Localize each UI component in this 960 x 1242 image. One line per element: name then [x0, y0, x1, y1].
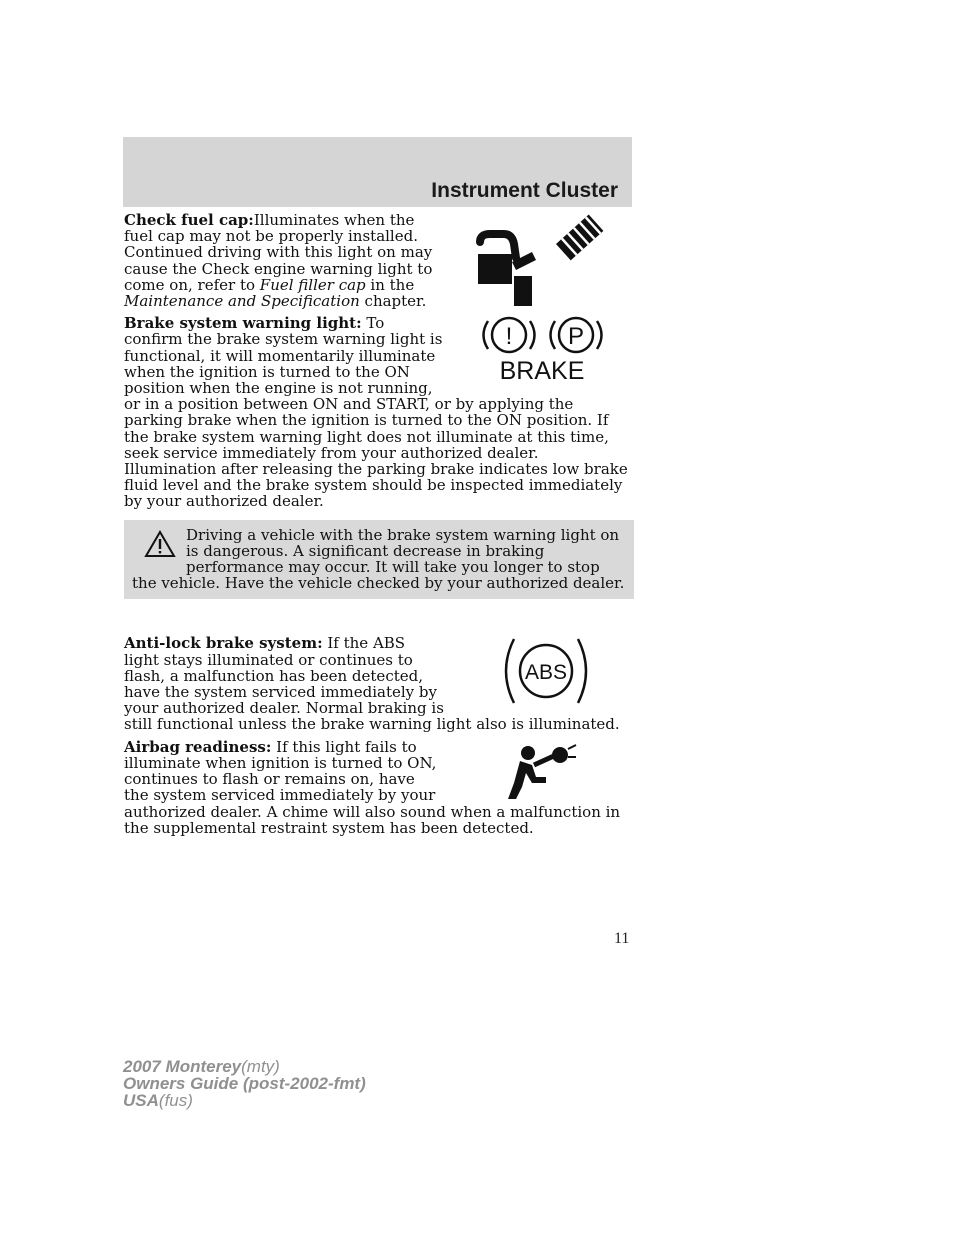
warning-box: [124, 520, 634, 600]
footer-model-code: (mty): [241, 1057, 280, 1076]
brake-icon-exclaim: !: [505, 323, 513, 351]
brake-heading: Brake system warning light:: [124, 314, 362, 333]
fuel-cap-text-1: Illuminates when the fuel cap may not be properly installed. Continued driving with this light on may cause the Check engine warning light to come on, refer to: [124, 211, 433, 294]
fuel-cap-text-3: chapter.: [359, 292, 427, 311]
fuel-cap-icon: [464, 214, 634, 314]
page-number: 11: [614, 930, 630, 947]
footer-market: USA: [123, 1091, 159, 1110]
fuel-cap-text-2: in the: [365, 275, 415, 294]
chapter-title: Instrument Cluster: [431, 179, 618, 202]
airbag-heading: Airbag readiness:: [124, 737, 272, 756]
abs-heading: Anti-lock brake system:: [124, 634, 323, 653]
footer-market-code: (fus): [158, 1091, 193, 1110]
fuel-filler-cap-ref: Fuel filler cap: [259, 275, 366, 294]
airbag-text: If this light fails to illuminate when ignition is turned to ON, continues to flash or remains on, have the system serviced immediately by your authorized dealer. A chime will also sound when a malfunction in the supplemental restraint system has been detected.: [124, 737, 621, 837]
brake-text: To confirm the brake system warning light is functional, it will momentarily illuminate when the ignition is turned to the ON position when the engine is not running, or in a position between ON and START, or by applying the parking brake when the ignition is turned to the ON position. If the brake system warning light does not illuminate at this time, seek service immediately from your authorized dealer. Illumination after releasing the parking brake indicates low brake fluid level and the brake system should be inspected immediately by your authorized dealer.: [124, 314, 628, 511]
page-content: [124, 212, 634, 842]
brake-icon-label: BRAKE: [499, 357, 585, 386]
brake-warning-icon: [464, 315, 634, 385]
brake-icon-p: P: [567, 323, 585, 351]
abs-text: If the ABS light stays illuminated or continues to flash, a malfunction has been detected, have the system serviced immediately by your authorized dealer. Normal braking is still functional unless the brake warning light also is illuminated.: [124, 634, 620, 734]
footer-model: 2007 Monterey: [123, 1057, 242, 1076]
airbag-occupant-icon: [464, 743, 634, 803]
maintenance-chapter-ref: Maintenance and Specification: [124, 292, 360, 311]
footer-guide: Owners Guide (post-2002-fmt): [123, 1074, 366, 1093]
warning-triangle-icon: [144, 530, 176, 558]
warning-text: Driving a vehicle with the brake system warning light on is dangerous. A significant decrease in braking performance may occur. It will take you longer to stop the vehicle. Have the vehicle checked by your authorized dealer.: [132, 525, 625, 593]
abs-icon-label: ABS: [524, 661, 568, 685]
document-footer: [123, 1058, 366, 1109]
abs-warning-icon: [464, 635, 634, 713]
chapter-header-band: [123, 137, 632, 207]
fuel-cap-heading: Check fuel cap:: [124, 211, 254, 229]
